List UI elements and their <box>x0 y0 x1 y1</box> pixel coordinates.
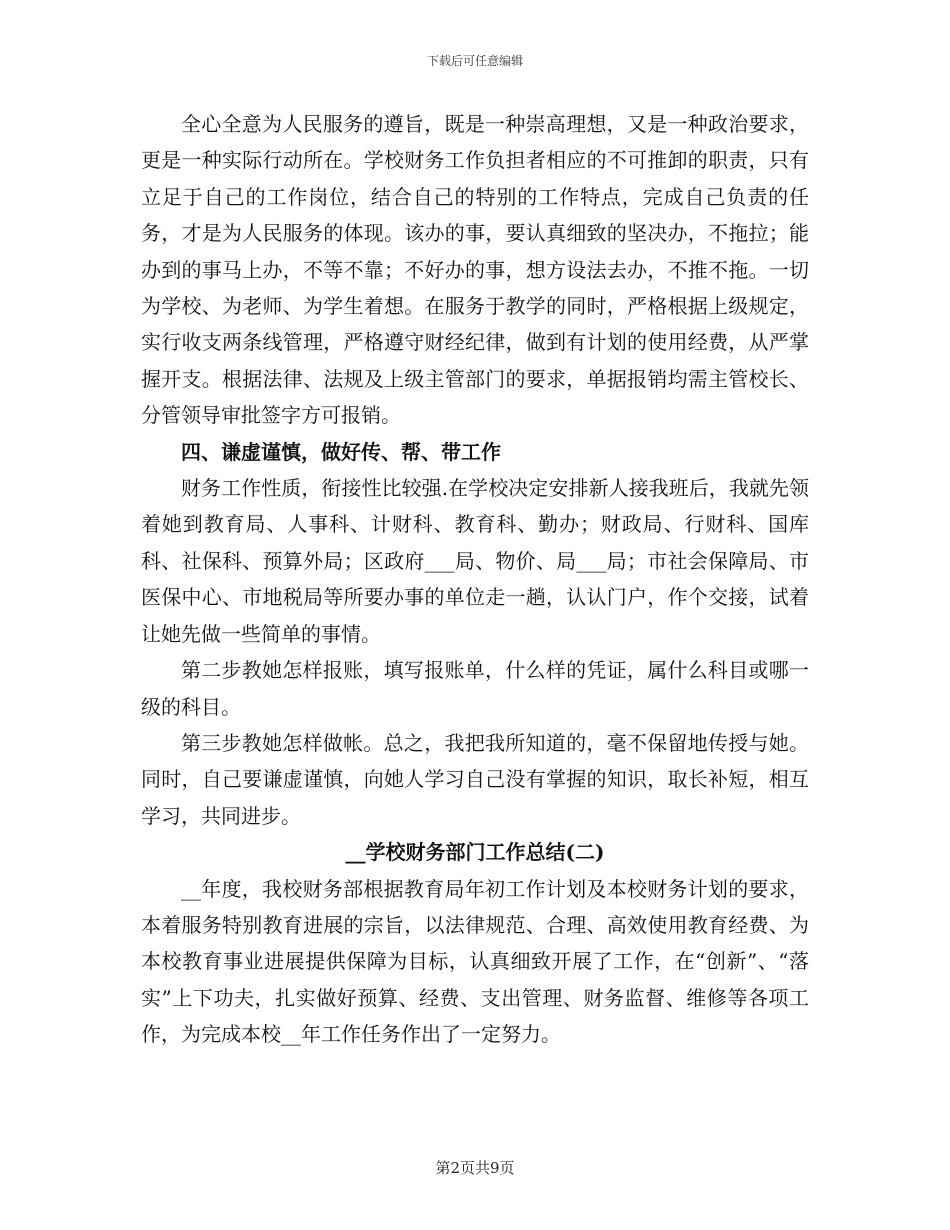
section-heading-four: 四、谦虚谨慎，做好传、帮、带工作 <box>181 439 501 464</box>
page-footer: 第2页共9页 <box>435 1159 515 1177</box>
paragraph-handover: 财务工作性质，衔接性比较强.在学校决定安排新人接我班后，我就先领着她到教育局、人事科、计财科、教育科、勤办；财政局、行财科、国库科、社保科、预算外局；区政府___局、物价、局___局；市社会保障局、市医保中心、市地税局等所要办事的单位走一趟，认认门户，作个交接，试着让她先做一些简单的事情。 <box>141 476 809 646</box>
paragraph-service: 全心全意为人民服务的遵旨，既是一种崇高理想，又是一种政治要求，更是一种实际行动所在。学校财务工作负担者相应的不可推卸的职责，只有立足于自己的工作岗位，结合自己的特别的工作特点，完成自己负责的任务，才是为人民服务的体现。该办的事，要认真细致的坚决办，不拖拉；能办到的事马上办，不等不靠；不好办的事，想方设法去办，不推不拖。一切为学校、为老师、为学生着想。在服务于教学的同时，严格根据上级规定，实行收支两条线管理，严格遵守财经纪律，做到有计划的使用经费，从严掌握开支。根据法律、法规及上级主管部门的要求，单据报销均需主管校长、分管领导审批签字方可报销。 <box>141 112 809 428</box>
paragraph-annual-summary: __年度，我校财务部根据教育局年初工作计划及本校财务计划的要求，本着服务特别教育进展的宗旨，以法律规范、合理、高效使用教育经费、为本校教育事业进展提供保障为目标，认真细致开展了工作，在“创新”、“落实”上下功夫，扎实做好预算、经费、支出管理、财务监督、维修等各项工作，为完成本校__年工作任务作出了一定努力。 <box>141 876 809 1047</box>
paragraph-step-three: 第三步教她怎样做帐。总之，我把我所知道的，毫不保留地传授与她。同时，自己要谦虚谨慎，向她人学习自己没有掌握的知识，取长补短，相互学习，共同进步。 <box>141 730 809 828</box>
document-body <box>141 106 809 1053</box>
paragraph-step-two: 第二步教她怎样报账，填写报账单，什么样的凭证，属什么科目或哪一级的科目。 <box>141 658 809 719</box>
page-header: 下载后可任意编辑 <box>426 54 523 68</box>
section-title-two: __学校财务部门工作总结(二) <box>345 840 605 865</box>
